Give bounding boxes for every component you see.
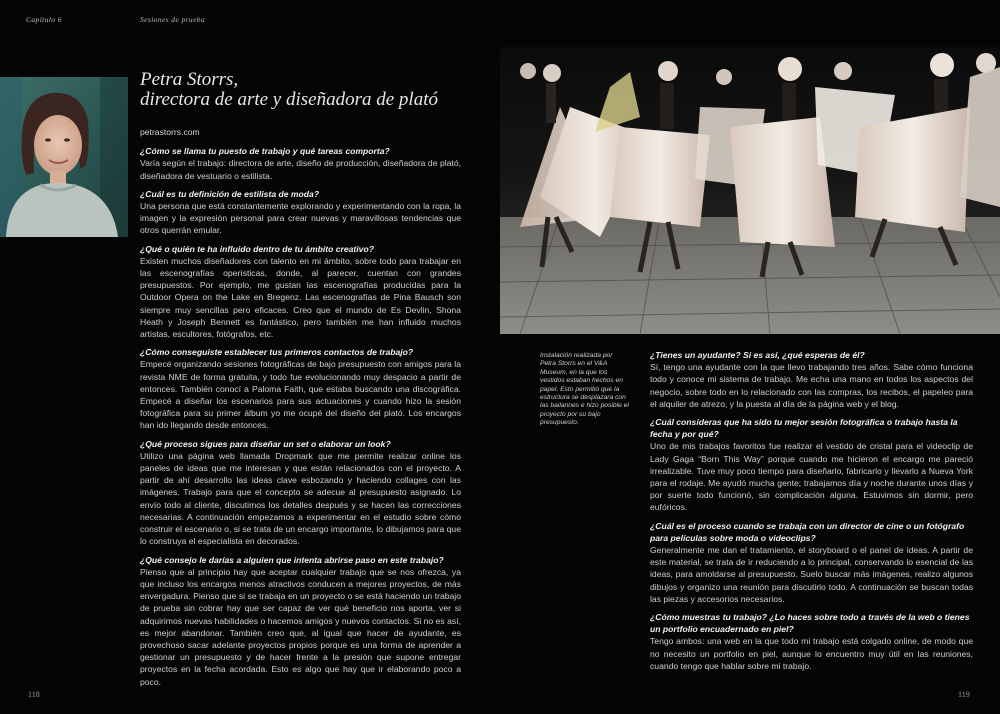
right-qa-list [650, 349, 973, 672]
page-number-left: 118 [28, 690, 40, 699]
question: ¿Cuál es tu definición de estilista de moda? [140, 188, 320, 199]
answer: Sí, tengo una ayudante con la que llevo trabajando tres años. Sabe cómo funciona todo y conoce mi sistema de trabajo. Me echa una mano en todos los aspectos del negocio, sobre todo en lo relacionado con las compras, los recibos, el papeleo para el alquiler de atrezo, y la puesta al día de la página web y el blog. [650, 362, 973, 409]
answer: Uno de mis trabajos favoritos fue realizar el vestido de cristal para el videoclip de Lady Gaga “Born This Way” porque cuando me hicieron el encargo me pareció irrealizable. Tuve muy poco tiempo para diseñarlo, fabricarlo y llevarlo a Nueva York para el rodaje. Me ayudó mucha gente; trabajamos día y noche durante unos días y por suerte todo funcionó, sin complicación alguna. Estuvimos sin dormir, pero eufóricos. [650, 441, 973, 513]
chapter-label: Capítulo 6 [26, 15, 62, 24]
answer: Empecé organizando sesiones fotográficas de bajo presupuesto con amigos para la revista NME de forma gratuita, y todo fue evolucionando muy despacio a partir de entonces. También conocí a Paloma Faith, que estaba buscando una discográfica. Empecé a diseñar los escenarios para sus actuaciones y cuando hizo la sesión fotográfica para su primer álbum yo me ocupé del diseño del plató. Los encargos han ido llegando desde entonces. [140, 359, 461, 431]
left-qa-list [140, 145, 461, 688]
website-link[interactable]: petrastorrs.com [140, 127, 200, 137]
question: ¿Tienes un ayudante? Si es así, ¿qué esperas de él? [650, 350, 865, 360]
photo-caption: Instalación realizada por Petra Storrs en el V&A Museum, en la que los vestidos estaban hechos en papel. Esto permitió que la estructura se desplazara con las bailarines e hizo posible el proyecto por su bajo presupuesto. [540, 352, 629, 427]
question: ¿Cómo conseguiste establecer tus primeros contactos de trabajo? [140, 347, 414, 358]
performance-photo [500, 47, 1000, 334]
answer: Pienso que al principio hay que aceptar cualquier trabajo que se nos ofrezca, ya que incluso los encargos menos atractivos conducen a mejores proyectos, de más envergadura. Pienso que si se trabaja en un proyecto o se está haciendo un trabajo de prueba sin cobrar hay que ser capaz de ver qué beneficio nos aporta, ver si adquirimos nuevas habilidades o hacemos amigos y nuevos contactos. Si no es así, es mejor abandonar. También creo que, al igual que hacer de ayudante, es provechoso sacar adelante proyectos propios porque es una forma de aprender a gestionar un presupuesto y de hacer frente a la presión que supone entregar proyectos en la fecha acordada. Esto es algo que hay que ir elaborando poco a poco. [140, 566, 461, 687]
page-title [140, 70, 500, 110]
question: ¿Cuál es el proceso cuando se trabaja con un director de cine o un fotógrafo para películas sobre moda o videoclips? [650, 520, 965, 543]
section-label: Sesiones de prueba [140, 15, 206, 24]
right-column [650, 349, 973, 678]
answer: Existen muchos diseñadores con talento en mi ámbito, sobre todo para trabajar en las escenografías operísticas, donde, al parecer, cuentan con grandes presupuestos. Por ejemplo, me gustan las escenografías producidas para la Outdoor Opera on the Lake en Bregenz. Las escenografías de Pina Bausch son siempre muy sencillas pero eficaces. Creo que el mundo de Es Devlin, Shona Heath y Joseph Bennett es fantástico, pero también me han influido muchos artistas, escultores, fotógrafos, etc. [140, 255, 461, 340]
question: ¿Qué consejo le darías a alguien que intenta abrirse paso en este trabajo? [140, 554, 444, 565]
portrait-photo [0, 77, 128, 237]
title-line-1: Petra Storrs, [140, 69, 239, 90]
title-line-2: directora de arte y diseñadora de plató [140, 89, 438, 110]
question: ¿Qué o quién te ha influido dentro de tu ámbito creativo? [140, 243, 374, 254]
answer: Generalmente me dan el tratamiento, el storyboard o el panel de ideas. A partir de este material, se trata de ir reduciendo a lo principal, conservando lo esencial de las ideas, para amoldarse al presupuesto. Suelo buscar más imágenes, realizo algunos dibujos y organizo una reunión para discutirlo todo. A continuación se buscan todas las piezas y accesorios necesarios. [650, 545, 973, 604]
answer: Una persona que está constantemente explorando y experimentando con la ropa, la imagen y la expresión personal para crear nuevas y maravillosas tendencias que otros querrán emular. [140, 201, 461, 236]
answer: Tengo ambos: una web en la que todo mi trabajo está colgado online, de modo que no necesito un portfolio en piel, aunque lo encuentro muy útil en las reuniones, cuando tengo que hablar sobre mi trabajo. [650, 636, 973, 671]
answer: Varía según el trabajo: directora de arte, diseño de producción, diseñadora de plató, diseñadora de vestuario o estilista. [140, 158, 461, 181]
page-number-right: 119 [958, 690, 970, 699]
question: ¿Cuál consideras que ha sido tu mejor sesión fotográfica o trabajo hasta la fecha y por qué? [650, 417, 958, 440]
question: ¿Qué proceso sigues para diseñar un set o elaborar un look? [140, 438, 391, 449]
question: ¿Cómo se llama tu puesto de trabajo y qué tareas comporta? [140, 146, 390, 157]
left-column [140, 126, 461, 694]
answer: Utilizo una página web llamada Dropmark que me permite realizar online los paneles de ideas que me interesan y que están relacionados con el proyecto. A partir de ahí desarrollo las ideas clave esbozando y haciendo collages con las imágenes. Trabajo para que el concepto se adecue al presupuesto asignado. Lo envío todo al cliente, discutimos los detalles después y se hacen las correcciones necesarias. A continuación empezamos a experimentar en el estudio sobre cómo construir el escenario o, si se trata de un encargo importante, lo dibujamos para que lo construya el especialista en decorados. [140, 450, 461, 547]
question: ¿Cómo muestras tu trabajo? ¿Lo haces sobre todo a través de la web o tienes un portfolio encuadernado en piel? [650, 612, 970, 635]
